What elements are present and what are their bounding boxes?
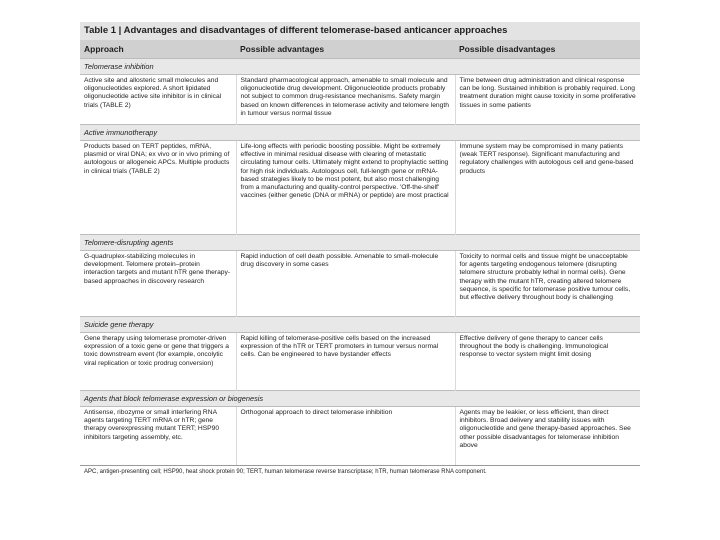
section-heading-row [80,391,640,407]
table-row [80,407,640,465]
disadvantages-cell: Toxicity to normal cells and tissue might be unacceptable for agents targeting endogenous telomere (disrupting telomere structure probably lethal in normal cells). Gene therapy with the mutant hTR, creating altered telomere sequence, is specific for telomerase positive tumour cells, but effective delivery throughout body is challenging [455,251,640,317]
table-row [80,333,640,391]
disadvantages-cell: Time between drug administration and clinical response can be long. Sustained inhibition is probably required. Long treatment duration might cause toxicity in some proliferative tissues in some patients [455,75,640,125]
document-page [80,22,640,478]
table-row [80,75,640,125]
disadvantages-cell: Agents may be leakier, or less efficient, than direct inhibitors. Broad delivery and stability issues with oligonucleotide and gene therapy-based approaches. See other possible disadvantages for telomerase inhibition above [455,407,640,465]
advantages-cell: Rapid killing of telomerase-positive cells based on the increased expression of the hTR or TERT promoters in tumour versus normal cells. Can be engineered to have bystander effects [236,333,455,391]
section-heading: Active immunotherapy [80,125,640,141]
disadvantages-cell: Immune system may be compromised in many patients (weak TERT response). Significant manufacturing and regulatory challenges with autologous cell and gene-based products [455,141,640,235]
approach-cell: Active site and allosteric small molecules and oligonucleotides explored. A short lipidated oligonucleotide active site inhibitor is in clinical trials (TABLE 2) [80,75,236,125]
advantages-cell: Life-long effects with periodic boosting possible. Might be extremely effective in minimal residual disease with clearing of metastatic circulating tumour cells. Ultimately might extend to prophylactic setting for high risk individuals. Autologous cell, full-length gene or mRNA-based strategies likely to be most potent, but also most challenging from a manufacturing and quality-control perspective. 'Off-the-shelf' vaccines (either genetic (DNA or mRNA) or peptide) are most practical [236,141,455,235]
section-heading: Suicide gene therapy [80,317,640,333]
section-heading-row [80,59,640,75]
table-row [80,251,640,317]
section-heading-row [80,235,640,251]
header-row [80,40,640,59]
approach-cell: Antisense, ribozyme or small interfering RNA agents targeting TERT mRNA or hTR; gene therapy overexpressing mutant TERT; HSP90 inhibitors targeting assembly, etc. [80,407,236,465]
section-heading-row [80,125,640,141]
section-heading-row [80,317,640,333]
advantages-cell: Rapid induction of cell death possible. Amenable to small-molecule drug discovery in some cases [236,251,455,317]
section-heading: Agents that block telomerase expression or biogenesis [80,391,640,407]
approach-cell: G-quadruplex-stabilizing molecules in development. Telomere protein–protein interaction targets and mutant hTR gene therapy-based approaches in discovery research [80,251,236,317]
section-heading: Telomere-disrupting agents [80,235,640,251]
advantages-cell: Standard pharmacological approach, amenable to small molecule and oligonucleotide drug development. Oligonucleotide products probably not subject to common drug-resistance mechanisms. Safety margin based on known differences in telomerase activity and telomere length in tumour versus normal tissue [236,75,455,125]
column-header-disadvantages: Possible disadvantages [455,40,640,59]
advantages-cell: Orthogonal approach to direct telomerase inhibition [236,407,455,465]
column-header-advantages: Possible advantages [236,40,455,59]
disadvantages-cell: Effective delivery of gene therapy to cancer cells throughout the body is challenging. Immunological response to vector system might limit dosing [455,333,640,391]
table-title: Table 1 | Advantages and disadvantages of different telomerase-based anticancer approaches [80,22,640,40]
column-header-approach: Approach [80,40,236,59]
section-heading: Telomerase inhibition [80,59,640,75]
approach-cell: Products based on TERT peptides, mRNA, plasmid or viral DNA; ex vivo or in vivo priming of autologous or allogeneic APCs. Multiple products in clinical trials (TABLE 2) [80,141,236,235]
approach-cell: Gene therapy using telomerase promoter-driven expression of a toxic gene or gene that triggers a toxic downstream event (for example, oncolytic viral replication or toxic prodrug conversion) [80,333,236,391]
table-row [80,141,640,235]
table-footnote: APC, antigen-presenting cell; HSP90, heat shock protein 90; TERT, human telomerase reverse transcriptase; hTR, human telomerase RNA component. [80,465,640,478]
comparison-table [80,40,640,465]
